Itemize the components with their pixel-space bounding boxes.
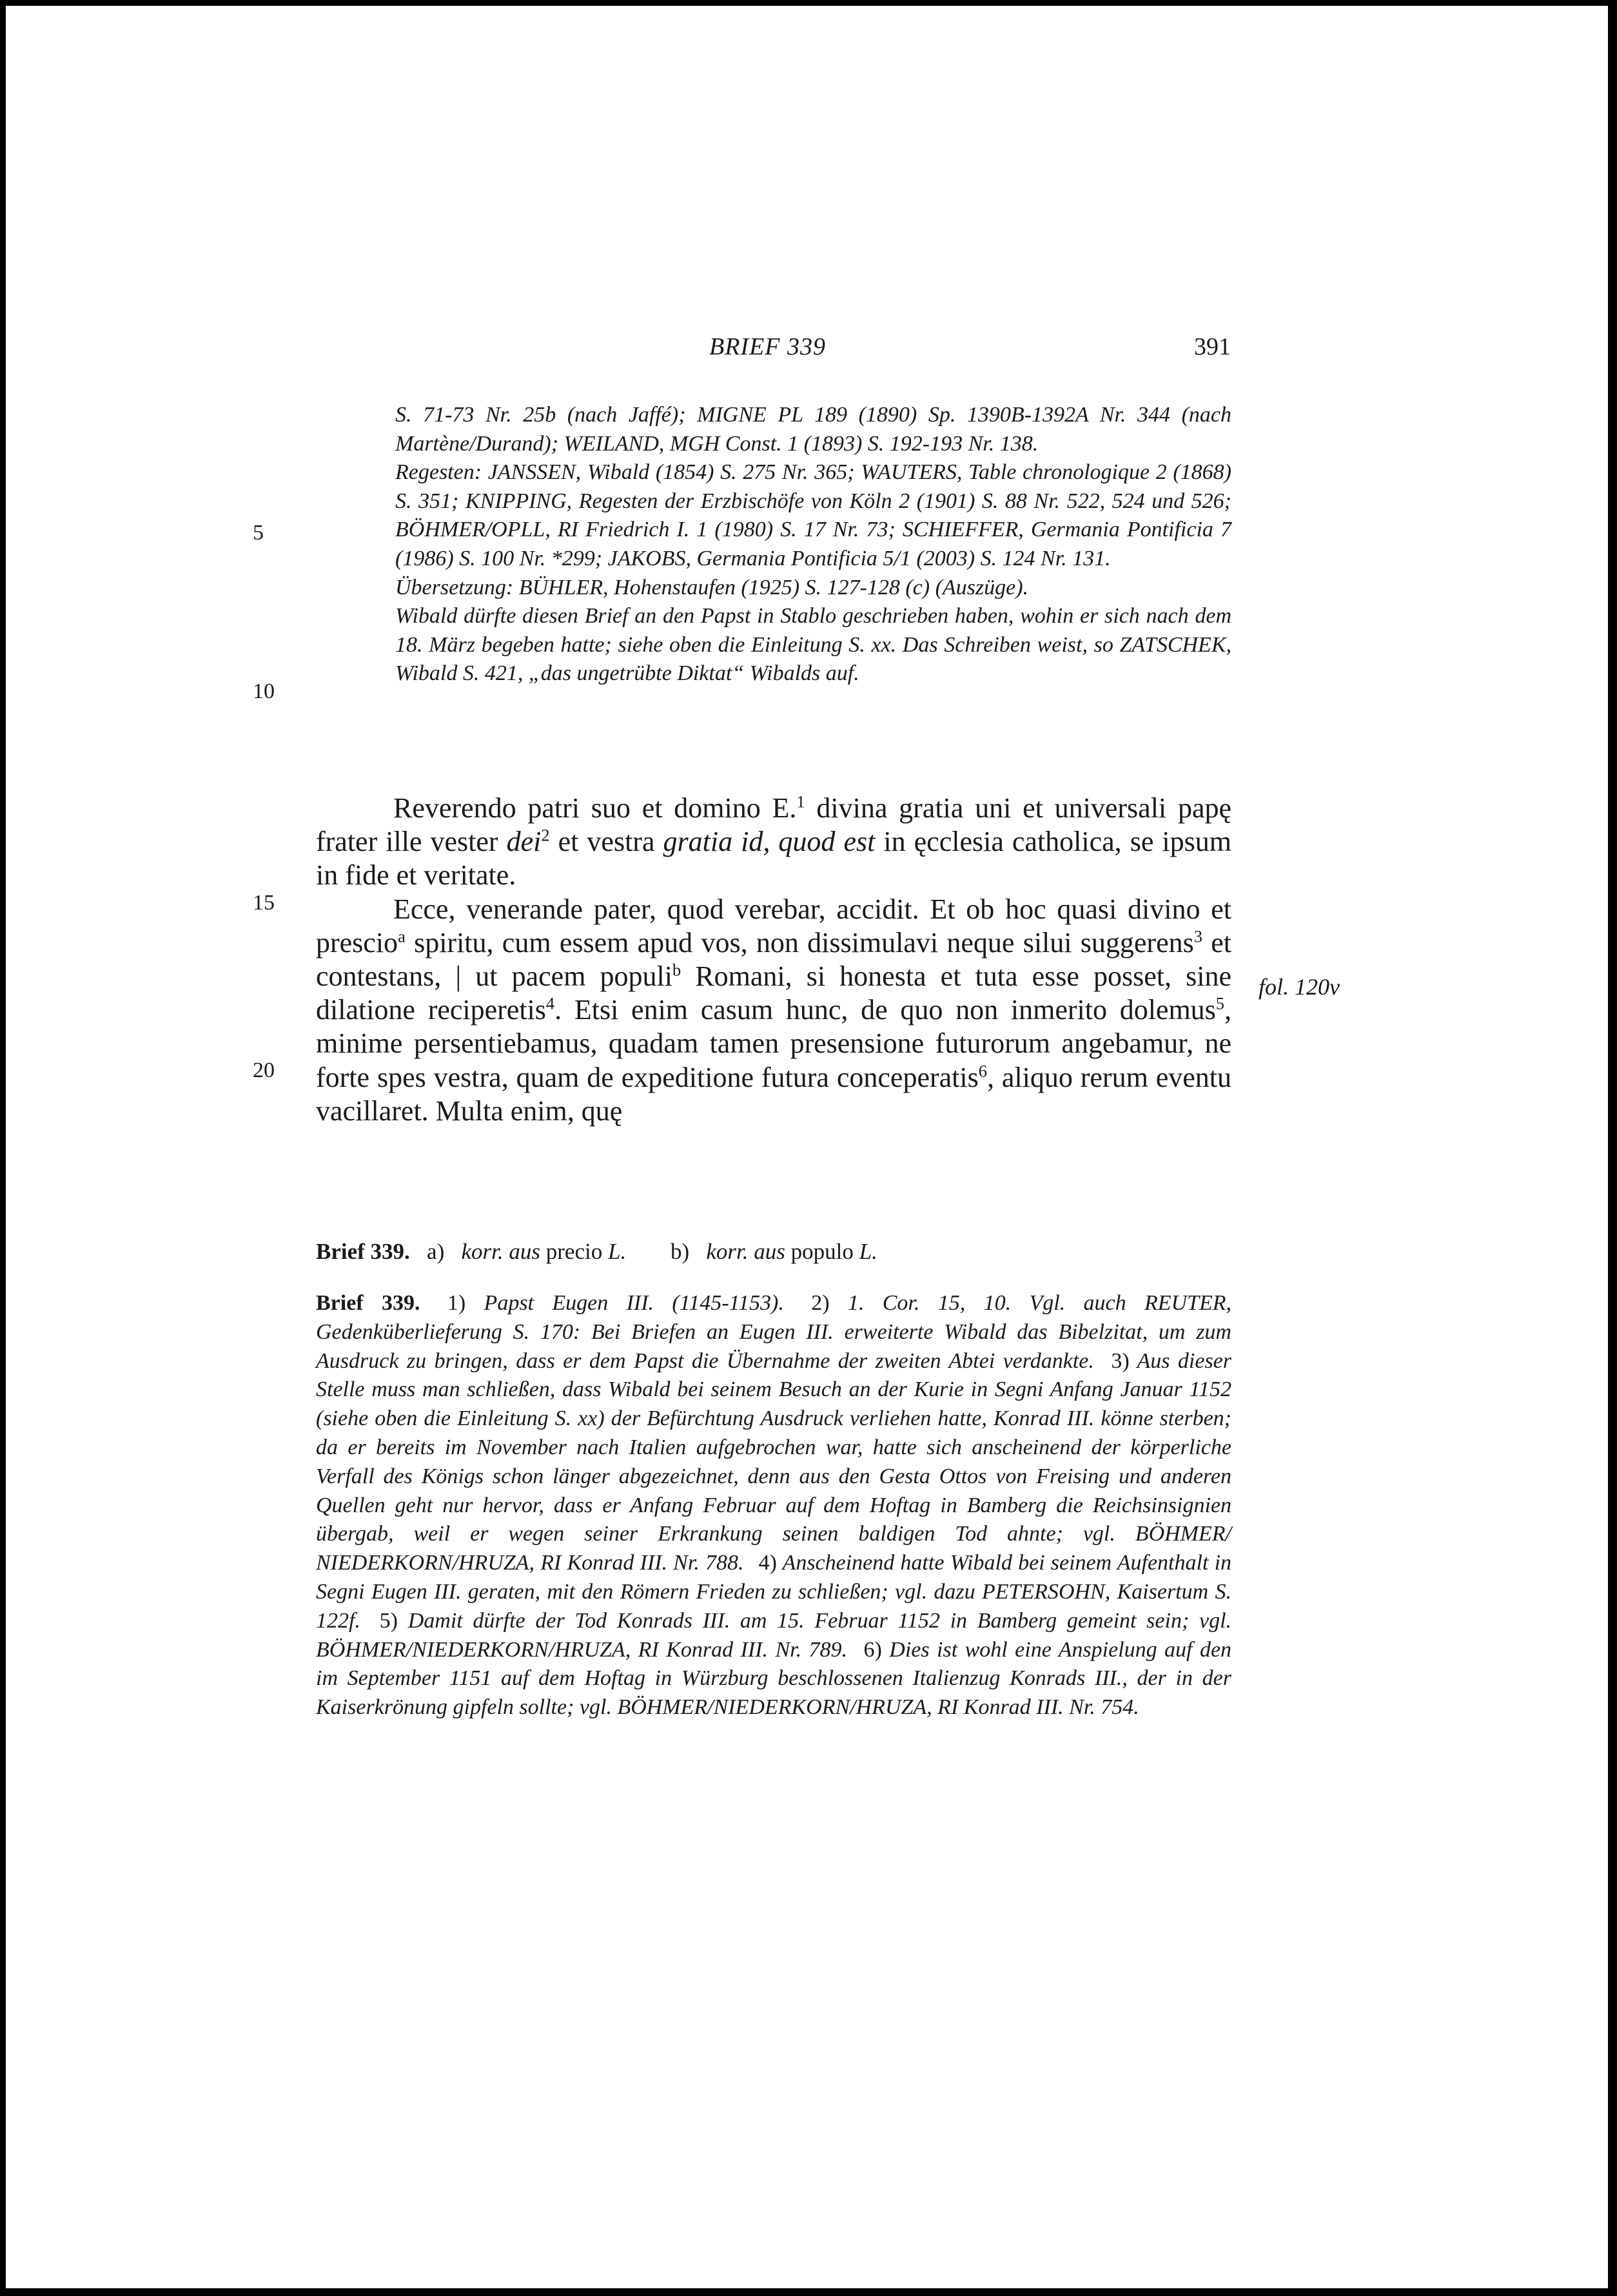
line-number-5: 5 xyxy=(253,521,264,545)
folio-margin-note: fol. 120v xyxy=(1259,974,1340,1000)
letter-paragraph-1: Reverendo patri suo et domino E.$^1$ divina gratia uni et universali papę frater ille vester dei$^2$ et vestra gratia id, quod est in ęcclesia catholica, se ipsum in fide et veritate. xyxy=(316,792,1232,891)
letter-text xyxy=(316,792,1231,1128)
footnote-6: Dies ist wohl eine Anspielung auf den im September 1151 auf dem Hoftag in Würzburg beschlossenen Italienzug Konrads III., der in der Kaiserkrönung gipfeln sollte; vgl. BÖHMER/NIEDERKORN/HRUZA, RI Konrad III. Nr. 754. xyxy=(316,1637,1232,1720)
line-number-10: 10 xyxy=(253,679,275,703)
running-head: BRIEF 339 xyxy=(709,333,827,360)
footnote-3: Aus dieser Stelle muss man schließen, dass Wibald bei seinem Besuch an der Kurie in Segni Anfang Januar 1152 (siehe oben die Einleitung S. xx) der Befürchtung Ausdruck verliehen hatte, Konrad III. könne sterben; da er bereits im November nach Italien aufgebrochen war, hatte sich anscheinend der körperliche Verfall des Königs schon länger abgezeichnet, denn aus den Gesta Ottos von Freising und anderen Quellen geht nur hervor, dass er Anfang Februar auf dem Hoftag in Bamberg die Reichsinsignien übergab, weil er wegen seiner Erkrankung seinen baldigen Tod ahnte; vgl. BÖHMER/ NIEDERKORN/HRUZA, RI Konrad III. Nr. 788. xyxy=(316,1348,1232,1575)
introduction-block xyxy=(395,401,1231,688)
footnote-5: Damit dürfte der Tod Konrads III. am 15. Februar 1152 in Bamberg gemeint sein; vgl. BÖHMER/NIEDERKORN/HRUZA, RI Konrad III. Nr. 789. xyxy=(316,1608,1232,1662)
intro-regesten: Regesten: JANSSEN, Wibald (1854) S. 275 Nr. 365; WAUTERS, Table chronologique 2 (1868) S. 351; KNIPPING, Regesten der Erzbischöfe von Köln 2 (1901) S. 88 Nr. 522, 524 und 526; BÖHMER/OPLL, RI Friedrich I. 1 (1980) S. 17 Nr. 73; SCHIEFFER, Germania Pontificia 7 (1986) S. 100 Nr. *299; JAKOBS, Germania Pontificia 5/1 (2003) S. 124 Nr. 131. xyxy=(395,460,1231,570)
footnotes: Brief 339. 1) Papst Eugen III. (1145-1153). 2) 1. Cor. 15, 10. Vgl. auch REUTER, Gedenküberlieferung S. 170: Bei Briefen an Eugen III. erweiterte Wibald das Bibelzitat, um zum Ausdruck zu bringen, dass er dem Papst die Übernahme der zweiten Abtei verdankte. 3) Aus dieser Stelle muss man schließen, dass Wibald bei seinem Besuch an der Kurie in Segni Anfang Januar 1152 (siehe oben die Einleitung S. xx) der Befürchtung Ausdruck verliehen hatte, Konrad III. könne sterben; da er bereits im November nach Italien aufgebrochen war, hatte sich anscheinend der körperliche Verfall des Königs schon länger abgezeichnet, denn aus den Gesta Ottos von Freising und anderen Quellen geht nur hervor, dass er Anfang Februar auf dem Hoftag in Bamberg die Reichsinsignien übergab, weil er wegen seiner Erkrankung seinen baldigen Tod ahnte; vgl. BÖHMER/ NIEDERKORN/HRUZA, RI Konrad III. Nr. 788. 4) Anscheinend hatte Wibald bei seinem Aufenthalt in Segni Eugen III. geraten, mit den Römern Frieden zu schließen; vgl. dazu PETERSOHN, Kaisertum S. 122f. 5) Damit dürfte der Tod Konrads III. am 15. Februar 1152 in Bamberg gemeint sein; vgl. BÖHMER/NIEDERKORN/HRUZA, RI Konrad III. Nr. 789. 6) Dies ist wohl eine Anspielung auf den im September 1151 auf dem Hoftag in Würzburg beschlossenen Italienzug Konrads III., der in der Kaiserkrönung gipfeln sollte; vgl. BÖHMER/NIEDERKORN/HRUZA, RI Konrad III. Nr. 754. xyxy=(316,1291,1232,1720)
page-number: 391 xyxy=(1194,333,1231,360)
line-number-20: 20 xyxy=(253,1058,275,1082)
footnote-2: 1. Cor. 15, 10. Vgl. auch REUTER, Gedenküberlieferung S. 170: Bei Briefen an Eugen III. erweiterte Wibald das Bibelzitat, um zum Ausdruck zu bringen, dass er dem Papst die Übernahme der zweiten Abtei verdankte. xyxy=(316,1291,1232,1373)
intro-commentary: Wibald dürfte diesen Brief an den Papst in Stablo geschrieben haben, wohin er sich nach dem 18. März begeben hatte; siehe oben die Einleitung S. xx. Das Schreiben weist, so ZATSCHEK, Wibald S. 421, „das ungetrübte Diktat“ Wibalds auf. xyxy=(395,604,1231,686)
intro-editions: S. 71-73 Nr. 25b (nach Jaffé); MIGNE PL 189 (1890) Sp. 1390B-1392A Nr. 344 (nach Martène/Durand); WEILAND, MGH Const. 1 (1893) S. 192-193 Nr. 138. xyxy=(395,403,1231,456)
letter-paragraph-2: Ecce, venerande pater, quod verebar, accidit. Et ob hoc quasi divino et prescio$^a$ spiritu, cum essem apud vos, non dissimulavi neque silui suggerens$^3$ et contestans, | ut pacem populi$^b$ Romani, si honesta et tuta esse posset, sine dilatione reciperetis$^4$. Etsi enim casum hunc, de quo non inmerito dolemus$^5$, minime persentiebamus, quadam tamen presensione futurorum angebamur, ne forte spes vestra, quam de expeditione futura conceperatis$^6$, aliquo rerum eventu vacillaret. Multa enim, quę xyxy=(316,893,1231,1127)
footnote-4: Anscheinend hatte Wibald bei seinem Aufenthalt in Segni Eugen III. geraten, mit den Römern Frieden zu schließen; vgl. dazu PETERSOHN, Kaisertum S. 122f. xyxy=(316,1551,1232,1633)
line-number-15: 15 xyxy=(253,891,275,915)
critical-apparatus: Brief 339. a) korr. aus precio L. b) korr. aus populo L. xyxy=(316,1239,877,1264)
intro-translation: Übersetzung: BÜHLER, Hohenstaufen (1925) S. 127-128 (c) (Auszüge). xyxy=(395,575,1029,599)
footnote-1: Papst Eugen III. (1145-1153). xyxy=(484,1291,784,1315)
